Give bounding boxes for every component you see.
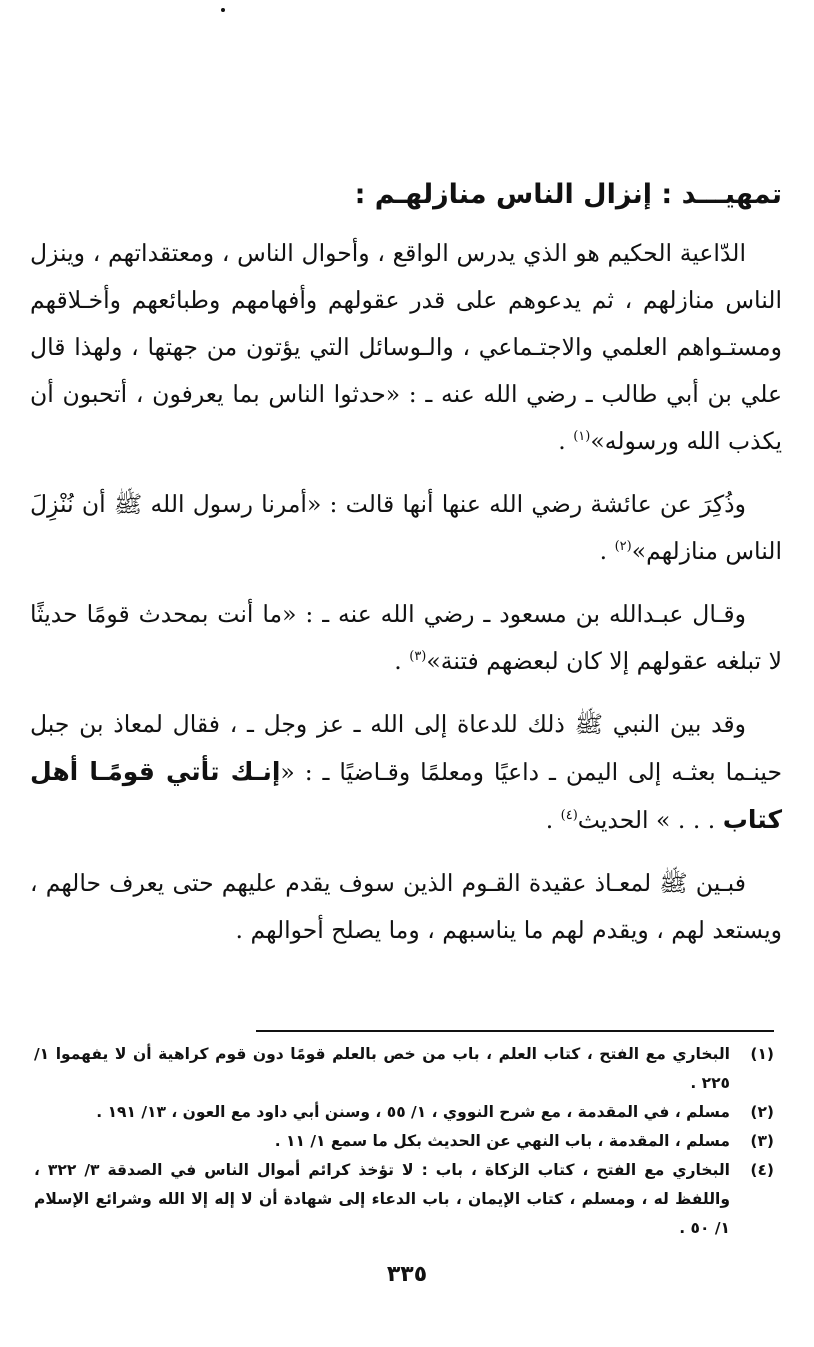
- footnote-number: (٣): [750, 1132, 774, 1150]
- quote-continuation: . . . » الحديث: [577, 806, 723, 834]
- paragraph-text: فبـين ﷺ لمعـاذ عقيدة القـوم الذين سوف يقدم عليهم حتى يعرف حالهم ، ويستعد لهم ، ويقدم لهم ما يناسبهم ، وما يصلح أحوالهم .: [30, 869, 782, 944]
- paragraph-text: الدّاعية الحكيم هو الذي يدرس الواقع ، وأحوال الناس ، ومعتقداتهم ، وينزل الناس منازلهم ، ثم يدعوهم على قدر عقولهم وأفهامهم وطبائعهم وأخـلاقهم ومستـواهم العلمي والاجتـماعي ، والـوسائل التي يؤتون من جهتها ، ولهذا قال علي بن أبي طالب ـ رضي الله عنه ـ : «حدثوا الناس بما يعرفون ، أتحبون أن يكذب الله ورسوله»: [30, 239, 782, 455]
- footnote-number: (٢): [750, 1103, 774, 1121]
- paragraph-2: [30, 481, 782, 575]
- footnote-marker: (٣): [409, 649, 427, 665]
- page-number: ٣٣٥: [386, 1262, 428, 1287]
- paragraph-3: [30, 591, 782, 685]
- paragraph-text: وذُكِرَ عن عائشة رضي الله عنها أنها قالت : «أمرنا رسول الله ﷺ أن نُنْزِلَ الناس منازلهم»: [30, 490, 782, 565]
- footnote-1: [34, 1040, 774, 1098]
- print-speck: [221, 8, 225, 12]
- hadith-quote: إنـك تأتي قومًـا أهل كتاب: [30, 757, 782, 834]
- footnote-number: (١): [750, 1045, 774, 1063]
- footnote-3: [34, 1127, 774, 1156]
- footnote-text: البخاري مع الفتح ، كتاب الزكاة ، باب : لا تؤخذ كرائم أموال الناس في الصدقة ٣/ ٣٢٢ ، واللفظ له ، ومسلم ، كتاب الإيمان ، باب الدعاء إلى شهادة أن لا إله إلا الله وشرائع الإسلام ١/ ٥٠ .: [34, 1161, 730, 1237]
- body-text: [30, 230, 782, 970]
- footnote-4: [34, 1156, 774, 1243]
- footnote-divider: [256, 1030, 774, 1032]
- paragraph-1: [30, 230, 782, 465]
- paragraph-tail: .: [545, 806, 561, 834]
- footnote-text: مسلم ، في المقدمة ، مع شرح النووي ، ١/ ٥٥ ، وسنن أبي داود مع العون ، ١٣/ ١٩١ .: [96, 1103, 730, 1121]
- paragraph-4: [30, 701, 782, 844]
- footnote-number: (٤): [750, 1161, 774, 1179]
- footnotes: [34, 1040, 774, 1243]
- paragraph-text: وقـال عبـدالله بن مسعود ـ رضي الله عنه ـ : «ما أنت بمحدث قومًا حديثًا لا تبلغه عقولهم إلا كان لبعضهم فتنة»: [30, 600, 782, 675]
- paragraph-tail: .: [558, 427, 574, 455]
- footnote-marker: (٤): [560, 808, 578, 824]
- paragraph-text: وقد بين النبي ﷺ ذلك للدعاة إلى الله ـ عز وجل ـ ، فقال لمعاذ بن جبل حينـما بعثـه إلى اليمن ـ داعيًا ومعلمًا وقـاضيًا ـ : «: [30, 710, 782, 786]
- footnote-text: مسلم ، المقدمة ، باب النهي عن الحديث بكل ما سمع ١/ ١١ .: [274, 1132, 730, 1150]
- footnote-marker: (١): [573, 429, 591, 445]
- section-heading: تمهيـــد : إنزال الناس منازلهـم :: [354, 179, 782, 210]
- footnote-2: [34, 1098, 774, 1127]
- footnote-text: البخاري مع الفتح ، كتاب العلم ، باب من خص بالعلم قومًا دون قوم كراهية أن لا يفهموا ١/ ٢٢٥ .: [34, 1045, 730, 1092]
- paragraph-5: [30, 860, 782, 954]
- paragraph-tail: .: [394, 647, 410, 675]
- paragraph-tail: .: [599, 537, 615, 565]
- footnote-marker: (٢): [614, 539, 632, 555]
